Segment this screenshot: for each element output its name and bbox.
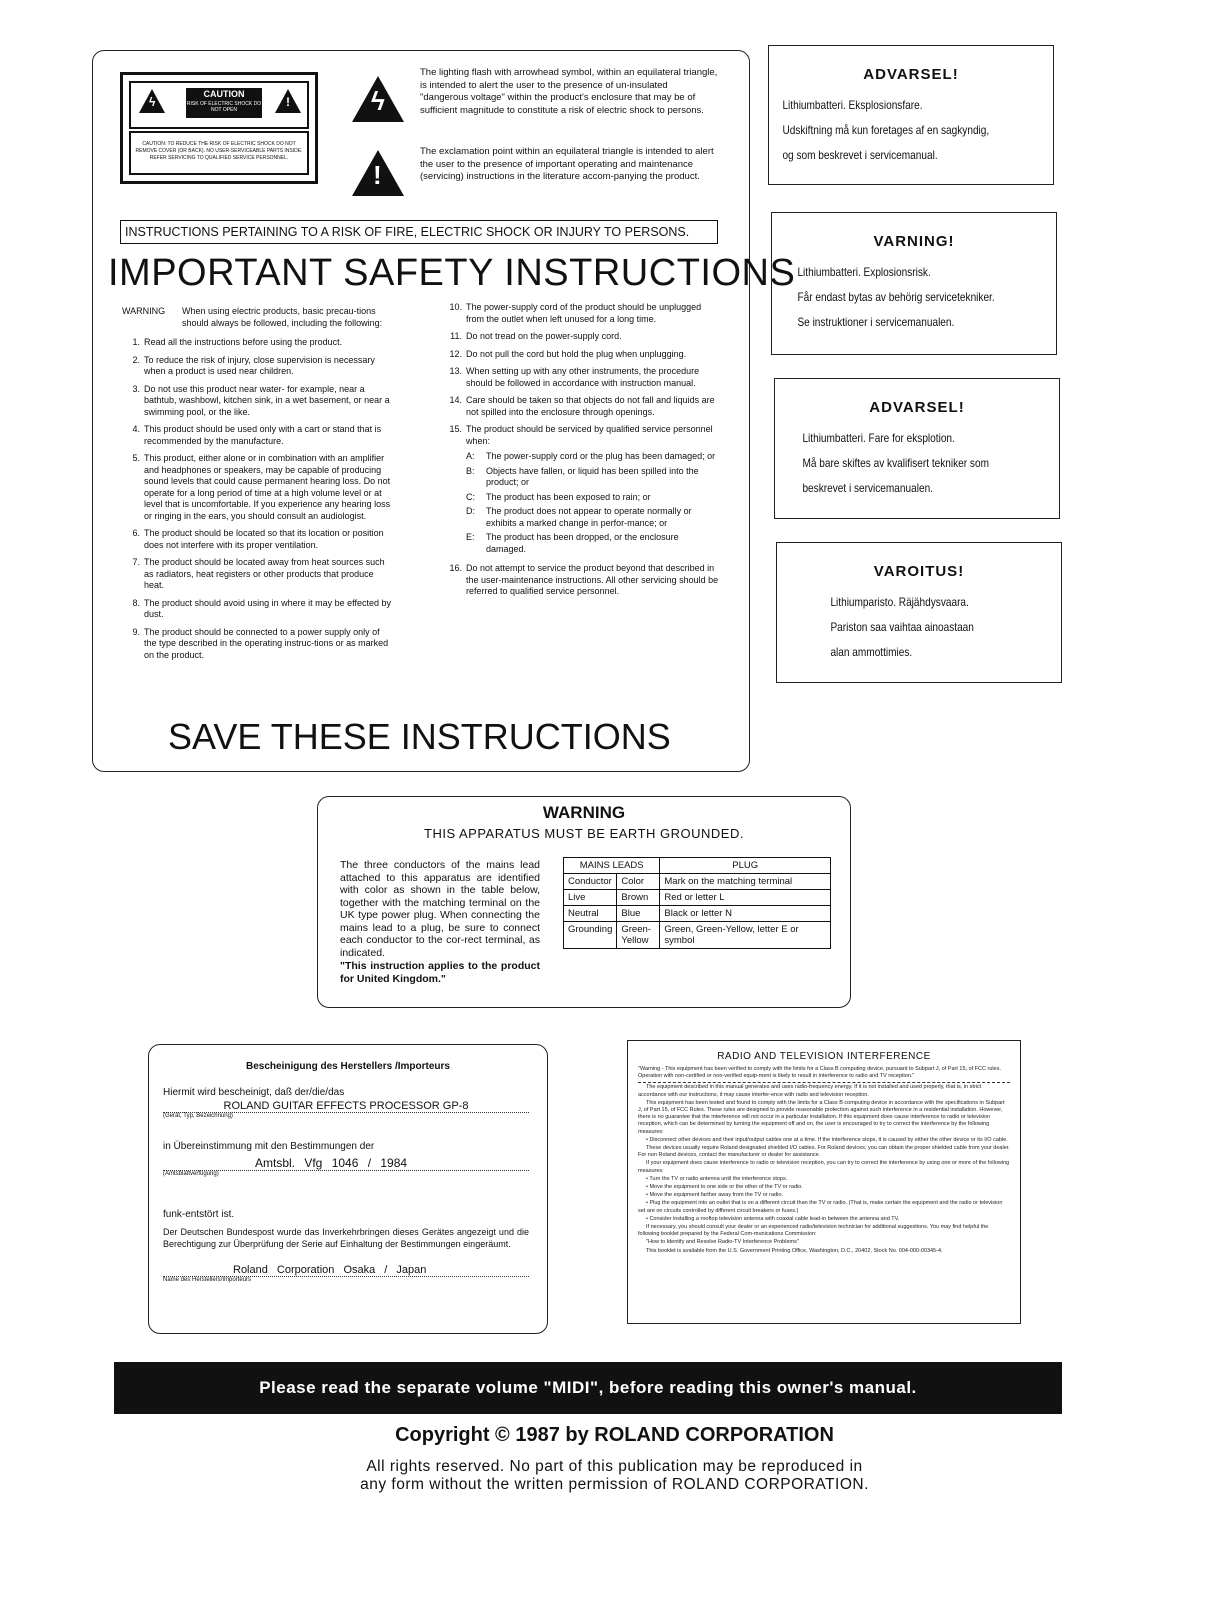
earth-ground-warning: WARNING THIS APPARATUS MUST BE EARTH GROUNDED. The three conductors of the mains lead attached to this apparatus are identified with color as shown in the table below, together with the matching terminal on the UK type power plug. When connecting the mains lead to a plug, be sure to connect each conductor to the cor-rect terminal, as indicated. "This instruction applies to the product for United Kingdom." MAINS LEADS PLUG Conductor Color Mark on the matching terminal Live Brown Red or letter L Neutral Blue Black or letter N Grounding Green-Yellow Green, Green-Yellow, letter E or symbol — [317, 796, 851, 1008]
mains-leads-table: MAINS LEADS PLUG Conductor Color Mark on the matching terminal Live Brown Red or letter L Neutral Blue Black or letter N Grounding Green-Yellow Green, Green-Yellow, letter E or symbol — [563, 857, 831, 949]
copyright-line-2: any form without the written permission of ROLAND CORPORATION. — [360, 1476, 869, 1493]
rtv-paragraph: The equipment described in this manual generates and uses radio-frequency energy. If it is not installed and used properly, that is, in strict accordance with our instructions, it may cause interfer-ence with radio and television reception. — [638, 1084, 982, 1098]
list-item: 6. The product should be located so that its location or position does not interfere with its proper ventilation. — [132, 528, 384, 550]
warning-box-danish: ADVARSEL! Lithiumbatteri. Eksplosionsfare. Udskiftning må kun foretages af en sagkyndig, og som beskrevet i servicemanual. — [768, 45, 1054, 185]
warning-box-norwegian: ADVARSEL! Lithiumbatteri. Fare for eksplotion. Må bare skiftes av kvalifisert tekniker som beskrevet i servicemanualen. — [774, 378, 1060, 519]
list-item: 16. Do not attempt to service the product beyond that described in the user-maintenance instructions. All other servicing should be referred to qualified service personnel. — [449, 563, 719, 596]
lightning-warning-icon: ϟ — [139, 89, 165, 113]
rtv-paragraph: This booklet is available from the U.S. Government Printing Office, Washington, D.C., 20402, Stock No. 004-000-00345-4. — [646, 1247, 943, 1254]
rtv-paragraph: • Move the equipment farther away from the TV or radio. — [646, 1192, 783, 1199]
list-item: A: The power-supply cord or the plug has been damaged; or — [466, 451, 716, 461]
lightning-triangle-icon: ϟ — [352, 76, 404, 122]
rtv-paragraph: • Disconnect other devices and their input/output cables one at a time. If the interference stops, it is caused by either the other device or its I/O cable. — [646, 1136, 1008, 1143]
rtv-paragraph: • Consider installing a rooftop television antenna with coaxial cable lead-in between the antenna and TV. — [646, 1215, 900, 1222]
list-item: C: The product has been exposed to rain; or — [466, 491, 651, 502]
manufacturer-certificate: Bescheinigung des Herstellers /Importeurs Hiermit wird bescheinigt, daß der/die/das ROLAND GUITAR EFFECTS PROCESSOR GP-8 (Gerät, Typ, Bezeichnung) in Übereinstimmung mit den Bestimmungen der Amtsbl. Vfg 1046 / 1984 (Amtsblattverfügung) funk-entstört ist. Der Deutschen Bundespost wurde das Inverkehrbringen dieses Gerätes angezeigt und die Berechtigung zur Überprüfung der Serie auf Einhaltung der Bestimmungen eingeräumt. Roland Corporation Osaka / Japan Name des Herstellers/Importeurs — [148, 1044, 548, 1334]
warning-intro: WARNING When using electric products, basic precau-tions should always be followed, including the following: — [122, 306, 383, 328]
list-item: 8. The product should avoid using in where it may be effected by dust. — [132, 597, 391, 619]
list-item: 4. This product should be used only with a cart or stand that is recommended by the manufacture. — [132, 424, 382, 446]
safety-left-column — [122, 306, 394, 667]
list-item: 14. Care should be taken so that objects do not fall and liquids are not spilled into the enclosure through openings. — [449, 395, 715, 417]
list-item: 13. When setting up with any other instruments, the procedure should be followed in accordance with instruction manual. — [449, 366, 700, 388]
caution-label — [120, 72, 318, 184]
list-item: E: The product has been dropped, or the enclosure damaged. — [466, 532, 679, 554]
rtv-paragraph: These devices usually require Roland designated shielded I/O cables. For Roland devices, you can obtain the proper shielded cable from your dealer. For non Roland devices, contact the manufacturer or dealer for assistance. — [638, 1145, 1010, 1159]
table-row: Live Brown Red or letter L — [564, 890, 831, 906]
rtv-paragraph: • Plug the equipment into an outlet that is on a different circuit than the TV or radio. (That is, make certain the equipment and the radio or television set are on circuits controlled by different circuit breakers or fuses.) — [638, 1200, 1003, 1214]
copyright-title: Copyright © 1987 by ROLAND CORPORATION — [395, 1424, 834, 1446]
warning-box-swedish: VARNING! Lithiumbatteri. Explosionsrisk. Får endast bytas av behörig servicetekniker. Se instruktioner i servicemanualen. — [771, 212, 1057, 355]
copyright-line-1: All rights reserved. No part of this publication may be reproduced in — [366, 1458, 863, 1475]
rtv-paragraph: • Move the equipment to one side or the other of the TV or radio. — [646, 1184, 803, 1191]
rtv-paragraph: • Turn the TV or radio antenna until the interference stops. — [646, 1175, 788, 1182]
list-item: 2. To reduce the risk of injury, close supervision is necessary when a product is used near children. — [132, 354, 375, 376]
list-item: 3. Do not use this product near water- for example, near a bathtub, washbowl, kitchen sink, in a wet basement, or near a swimming pool, or the like. — [132, 383, 390, 417]
list-item: 9. The product should be connected to a power supply only of the type described in the operating instruc-tions or as marked on the product. — [132, 626, 389, 660]
rtv-paragraph: If necessary, you should consult your dealer or an experienced radio/television technician for additional suggestions. You may find helpful the following booklet prepared by the Federal Com-munications Commission: — [638, 1224, 989, 1238]
exclamation-warning-icon: ! — [275, 89, 301, 113]
rtv-paragraph: If your equipment does cause interference to radio or television reception, you can try to correct the interference by using one or more of the following measures: — [638, 1160, 1010, 1174]
caution-badge: CAUTION RISK OF ELECTRIC SHOCK DO NOT OPEN — [186, 88, 262, 118]
midi-notice-banner: Please read the separate volume "MIDI", before reading this owner's manual. — [114, 1362, 1062, 1414]
exclamation-triangle-icon: ! — [352, 150, 404, 196]
list-item: D: The product does not appear to operate normally or exhibits a marked change in perfor-mance; or — [466, 506, 692, 528]
safety-title: IMPORTANT SAFETY INSTRUCTIONS — [108, 252, 796, 294]
list-item: 11. Do not tread on the power-supply cord. — [450, 331, 622, 341]
earth-body: The three conductors of the mains lead attached to this apparatus are identified with color as shown in the table below, together with the matching terminal on the UK type power plug. When connecting the mains lead to a plug, be sure to connect each conductor to the cor-rect terminal, as indicated. "This instruction applies to the product for United Kingdom." — [340, 859, 540, 985]
list-item: 5. This product, either alone or in combination with an amplifier and headphones or speakers, may be capable of producing sound levels that could cause permanent hearing loss. Do not operate for a long period of time at a high volume level or at level that is uncomfortable. If you experience any hearing loss or ringing in the ears, you should consult an audiologist. — [132, 453, 391, 521]
pertaining-heading: INSTRUCTIONS PERTAINING TO A RISK OF FIRE, ELECTRIC SHOCK OR INJURY TO PERSONS. — [120, 220, 718, 244]
exclamation-symbol-text: The exclamation point within an equilateral triangle is intended to alert the user to the presence of important operating and maintenance (servicing) instructions in the literature accom-panying the product. — [420, 146, 714, 182]
table-row: Neutral Blue Black or letter N — [564, 906, 831, 922]
list-item: 1. Read all the instructions before using the product. — [132, 337, 343, 347]
safety-right-column — [444, 302, 720, 604]
radio-tv-interference: RADIO AND TELEVISION INTERFERENCE "Warning - This equipment has been verified to comply with the limits for a Class B computing device, pursuant to Subpart J, of Part 15, of FCC rules. Operation with non-certified or non-verified equip-ment is likely to result in interference to radio and TV reception." The equipment described in this manual generates and uses radio-frequency energy. If it is not installed and used properly, that is, in strict accordance with our instructions, it may cause interfer-ence with radio and television reception. This equipment has been tested and found to comply with the limits for a Class B computing device in accordance with the specifications in Subpart J, of Part 15, of FCC Rules. These rules are designed to provide reasonable protection against such interference in a residential installation. However, there is no guarantee that the interference will not occur in a particular installation. If this equipment does cause interference to radio or television reception, which can be determined by turning the equipment off and on, the user is encouraged to try to correct the interference by the following measures: • Disconnect other devices and their input/output cables one at a time. If the interference stops, it is caused by either the other device or its I/O cable. These devices usually require Roland designated shielded I/O cables. For Roland devices, you can obtain the proper shielded cable from your dealer. For non Roland devices, contact the manufacturer or dealer for assistance. If your equipment does cause interference to radio or television reception, you can try to correct the interference by using one or more of the following measures: • Turn the TV or radio antenna until the interference stops. • Move the equipment to one side or the other of the TV or radio. • Move the equipment farther away from the TV or radio. • Plug the equipment into an outlet that is on a different circuit than the TV or radio. (That is, make certain the equipment and the radio or television set are on circuits controlled by different circuit breakers or fuses.) • Consider installing a rooftop television antenna with coaxial cable lead-in between the antenna and TV. If necessary, you should consult your dealer or an experienced radio/television technician for additional suggestions. You may find helpful the following booklet prepared by the Federal Com-munications Commission: "How to Identify and Resolve Radio-TV Interference Problems" This booklet is available from the U.S. Government Printing Office, Washington, D.C., 20402, Stock No. 004-000-00345-4. — [627, 1040, 1021, 1324]
list-item: B: Objects have fallen, or liquid has been spilled into the product; or — [466, 465, 699, 487]
list-item: 10. The power-supply cord of the product should be unplugged from the outlet when left unused for a long time. — [449, 302, 702, 324]
list-item: 12. Do not pull the cord but hold the plug when unplugging. — [449, 348, 687, 359]
caution-label-text: CAUTION: TO REDUCE THE RISK OF ELECTRIC SHOCK DO NOT REMOVE COVER (OR BACK). NO USER-SERVICEABLE PARTS INSIDE. REFER SERVICING TO QUALIFIED SERVICE PERSONNEL. — [129, 131, 309, 175]
warning-box-finnish: VAROITUS! Lithiumparisto. Räjähdysvaara. Pariston saa vaihtaa ainoastaan alan ammottimies. — [776, 542, 1062, 683]
lightning-symbol-text: The lighting flash with arrowhead symbol, within an equilateral triangle, is intended to alert the user to the presence of un-insulated "dangerous voltage" within the product's enclosure that may be of sufficient magnitude to constitute a risk of electric shock to persons. — [420, 67, 718, 116]
list-item: 7. The product should be located away from heat sources such as radiators, heat registers or other products that produce heat. — [132, 557, 385, 590]
save-instructions-heading: SAVE THESE INSTRUCTIONS — [168, 716, 671, 757]
rtv-paragraph: "How to Identify and Resolve Radio-TV Interference Problems" — [646, 1239, 799, 1246]
table-row: Grounding Green-Yellow Green, Green-Yellow, letter E or symbol — [564, 922, 831, 949]
list-item: 15. The product should be serviced by qualified service personnel when: — [449, 424, 713, 446]
rtv-paragraph: This equipment has been tested and found to comply with the limits for a Class B computing device in accordance with the specifications in Subpart J, of Part 15, of FCC Rules. These rules are designed to provide reasonable protection against such interference in a residential installation. However, there is no guarantee that the interference will not occur in a particular installation. If this equipment does cause interference to radio or television reception, which can be determined by turning the equipment off and on, the user is encouraged to try to correct the interference by the following measures: — [638, 1099, 1005, 1135]
